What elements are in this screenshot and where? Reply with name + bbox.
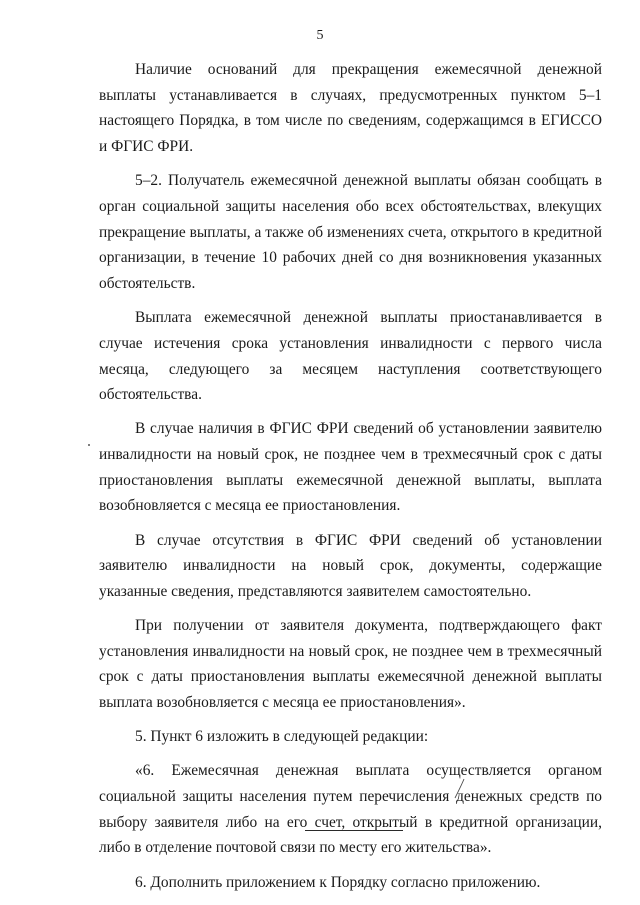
- document-body: [99, 57, 602, 904]
- paragraph-resumption-on-document: При получении от заявителя документа, подтверждающего факт установления инвалидности на новый срок, не позднее чем в трехмесячный срок с даты приостановления выплаты ежемесячной денежной выплаты выплата возобновляется с месяца ее приостановления».: [99, 617, 602, 712]
- paragraph-item-5: 5. Пункт 6 изложить в следующей редакции:: [135, 728, 429, 746]
- page-number: 5: [316, 28, 324, 43]
- paragraph-payment-suspension: Выплата ежемесячной денежной выплаты приостанавливается в случае истечения срока установления инвалидности с первого числа месяца, следующего за месяцем наступления соответствующего обстоятельства.: [99, 309, 602, 404]
- paragraph-resumption-with-fgis-data: В случае наличия в ФГИС ФРИ сведений об установлении заявителю инвалидности на новый срок, не позднее чем в трехмесячный срок с даты приостановления выплаты ежемесячной денежной выплаты, выплата возобновляется с месяца ее приостановления.: [99, 420, 602, 515]
- document-end-rule: [305, 830, 403, 831]
- scan-speck: [88, 444, 90, 446]
- paragraph-absence-of-fgis-data: В случае отсутствия в ФГИС ФРИ сведений об установлении заявителю инвалидности на новый срок, документы, содержащие указанные сведения, представляются заявителем самостоятельно.: [99, 531, 602, 600]
- paragraph-item-6-appendix: 6. Дополнить приложением к Порядку согласно приложению.: [135, 873, 541, 891]
- pen-stroke-mark: [453, 778, 467, 800]
- paragraph-termination-grounds: Наличие оснований для прекращения ежемесячной денежной выплаты устанавливается в случаях, предусмотренных пунктом 5–1 настоящего Порядка, в том числе по сведениям, содержащимся в ЕГИССО и ФГИС ФРИ.: [99, 61, 602, 156]
- paragraph-item-6-new-wording: «6. Ежемесячная денежная выплата осуществляется органом социальной защиты населения путем перечисления денежных средств по выбору заявителя либо на его счет, открытый в кредитной организации, либо в отделение почтовой связи по месту его жительства».: [99, 762, 602, 857]
- paragraph-5-2-recipient-obligation: 5–2. Получатель ежемесячной денежной выплаты обязан сообщать в орган социальной защиты населения обо всех обстоятельствах, влекущих прекращение выплаты, а также об изменениях счета, открытого в кредитной организации, в течение 10 рабочих дней со дня возникновения указанных обстоятельств.: [99, 172, 602, 293]
